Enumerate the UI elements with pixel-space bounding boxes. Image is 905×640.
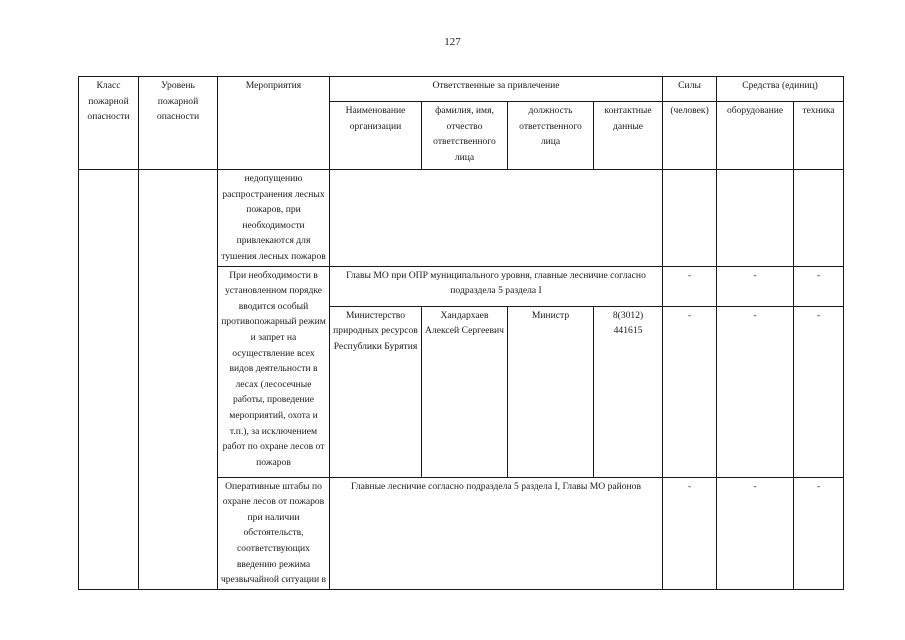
header-level: Уровень пожарной опасности (139, 77, 218, 170)
header-position: должность ответственного лица (508, 102, 594, 170)
header-class: Класс пожарной опасности (79, 77, 139, 170)
machinery-cell: - (794, 266, 844, 306)
header-row-top (79, 77, 844, 102)
responsible-cell (330, 170, 663, 267)
responsible-cell: Главные лесничие согласно подраздела 5 раздела I, Главы МО районов (330, 477, 663, 589)
machinery-cell (794, 170, 844, 267)
header-means: Средства (единиц) (717, 77, 844, 102)
header-contacts: контактные данные (594, 102, 663, 170)
equipment-cell: - (717, 266, 794, 306)
equipment-cell (717, 170, 794, 267)
measure-cell: Оперативные штабы по охране лесов от пожаров при наличии обстоятельств, соответствующих введению режима чрезвычайной ситуации в (218, 477, 330, 589)
table-row (79, 170, 844, 267)
org-cell: Министерство природных ресурсов Республики Бурятия (330, 306, 422, 477)
page-number: 127 (444, 36, 461, 48)
machinery-cell: - (794, 477, 844, 589)
contact-phone-number: 441615 (613, 325, 643, 337)
measure-cell: недопущению распространения лесных пожаров, при необходимости привлекаются для тушения лесных пожаров (218, 170, 330, 267)
header-measures: Мероприятия (218, 77, 330, 170)
header-equipment: оборудование (717, 102, 794, 170)
measure-cell: При необходимости в установленном порядке вводится особый противопожарный режим и запрет на осуществление всех видов деятельности в лесах (лесосечные работы, проведение мероприятий, охота и т.п.), за исключением работ по охране лесов от пожаров (218, 266, 330, 477)
fire-response-table (78, 76, 844, 590)
forces-cell: - (663, 477, 717, 589)
responsible-cell: Главы МО при ОПР муниципального уровня, главные лесничие согласно подраздела 5 раздела I (330, 266, 663, 306)
level-cell (139, 170, 218, 590)
header-person-name: фамилия, имя, отчество ответственного лица (422, 102, 508, 170)
equipment-cell: - (717, 477, 794, 589)
contact-phone-code: 8(3012) (612, 309, 644, 321)
header-responsible: Ответственные за привлечение (330, 77, 663, 102)
forces-cell (663, 170, 717, 267)
position-cell: Министр (508, 306, 594, 477)
header-org-name: Наименование организации (330, 102, 422, 170)
class-cell (79, 170, 139, 590)
equipment-cell: - (717, 306, 794, 477)
person-cell: Хандархаев Алексей Сергеевич (422, 306, 508, 477)
header-machinery: техника (794, 102, 844, 170)
machinery-cell: - (794, 306, 844, 477)
forces-cell: - (663, 306, 717, 477)
header-people: (человек) (663, 102, 717, 170)
header-forces: Силы (663, 77, 717, 102)
forces-cell: - (663, 266, 717, 306)
contacts-cell (594, 306, 663, 477)
